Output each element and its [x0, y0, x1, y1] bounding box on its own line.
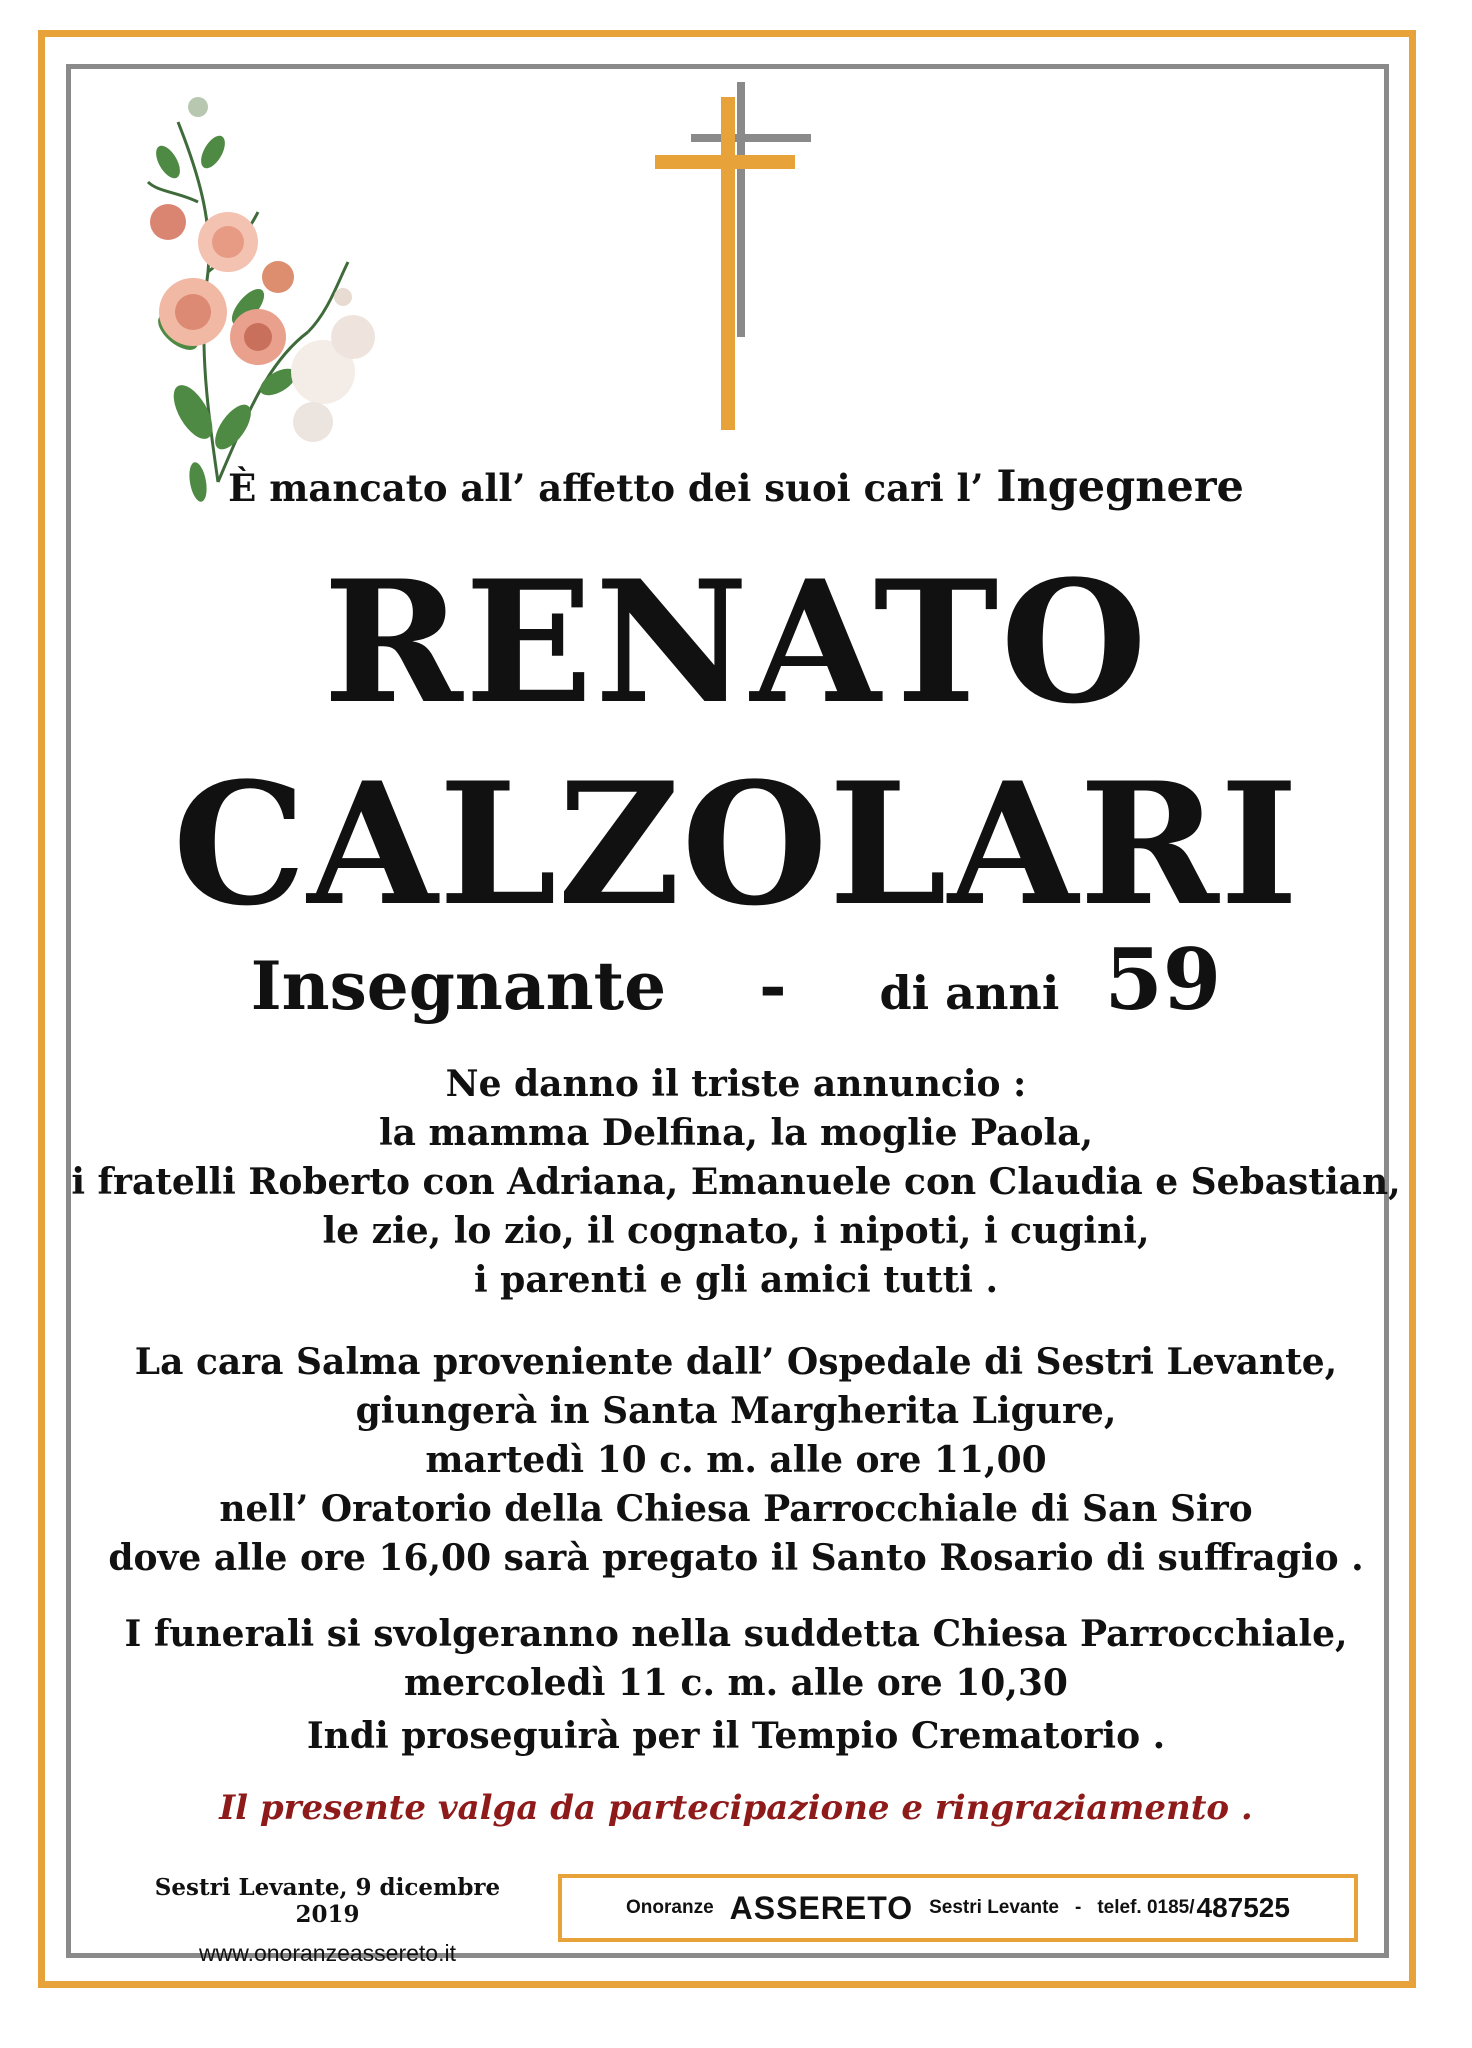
cross-icon — [655, 82, 815, 432]
company-prefix: Onoranze — [626, 1897, 714, 1918]
intro-line — [0, 462, 1472, 512]
announcement-line: la mamma Delfina, la moglie Paola, — [378, 1112, 1094, 1154]
thanks-line: Il presente valga da partecipazione e ringraziamento . — [219, 1788, 1253, 1828]
flower-bouquet-icon — [138, 82, 398, 502]
place-date: Sestri Levante, 9 dicembre 2019 — [154, 1874, 501, 1928]
last-name: CALZOLARI — [172, 745, 1300, 943]
announcement-line: le zie, lo zio, il cognato, i nipoti, i cugini, — [322, 1210, 1150, 1252]
cremation-line: Indi proseguirà per il Tempio Crematorio . — [306, 1715, 1166, 1757]
phone-label: telef. 0185/ — [1097, 1897, 1195, 1918]
website-link[interactable]: www.onoranzeassereto.it — [199, 1940, 456, 1966]
funeral-home-box — [558, 1874, 1358, 1942]
phone-separator: - — [1075, 1897, 1082, 1918]
ceremony-line: dove alle ore 16,00 sarà pregato il Santo Rosario di suffragio . — [108, 1537, 1364, 1579]
ceremony-paragraph — [0, 1338, 1472, 1583]
age-value: 59 — [1104, 930, 1222, 1029]
funeral-paragraph — [0, 1610, 1472, 1708]
intro-title-word: Ingegnere — [996, 462, 1244, 512]
profession-age-line — [0, 930, 1472, 1029]
first-name: RENATO — [323, 543, 1149, 741]
announcement-line: Ne danno il triste annuncio : — [445, 1063, 1027, 1105]
ceremony-line: nell’ Oratorio della Chiesa Parrocchiale di San Siro — [219, 1488, 1253, 1530]
funeral-line: I funerali si svolgeranno nella suddetta Chiesa Parrocchiale, — [124, 1613, 1348, 1655]
ceremony-line: La cara Salma proveniente dall’ Ospedale di Sestri Levante, — [134, 1341, 1338, 1383]
announcement-line: i fratelli Roberto con Adriana, Emanuele con Claudia e Sebastian, — [71, 1161, 1401, 1203]
company-name: ASSERETO — [729, 1889, 914, 1926]
announcement-line: i parenti e gli amici tutti . — [473, 1259, 999, 1301]
funeral-line: mercoledì 11 c. m. alle ore 10,30 — [404, 1662, 1068, 1704]
intro-text: È mancato all’ affetto dei suoi cari l’ — [228, 466, 984, 510]
announcement-paragraph — [0, 1060, 1472, 1305]
profession: Insegnante — [250, 947, 667, 1025]
company-city: Sestri Levante — [929, 1897, 1060, 1918]
ceremony-line: giungerà in Santa Margherita Ligure, — [355, 1390, 1117, 1432]
age-label: di anni — [879, 966, 1060, 1020]
footer-left — [135, 1874, 520, 1967]
phone-number: 487525 — [1196, 1892, 1290, 1923]
ceremony-line: martedì 10 c. m. alle ore 11,00 — [425, 1439, 1047, 1481]
separator-dash: - — [759, 947, 787, 1025]
